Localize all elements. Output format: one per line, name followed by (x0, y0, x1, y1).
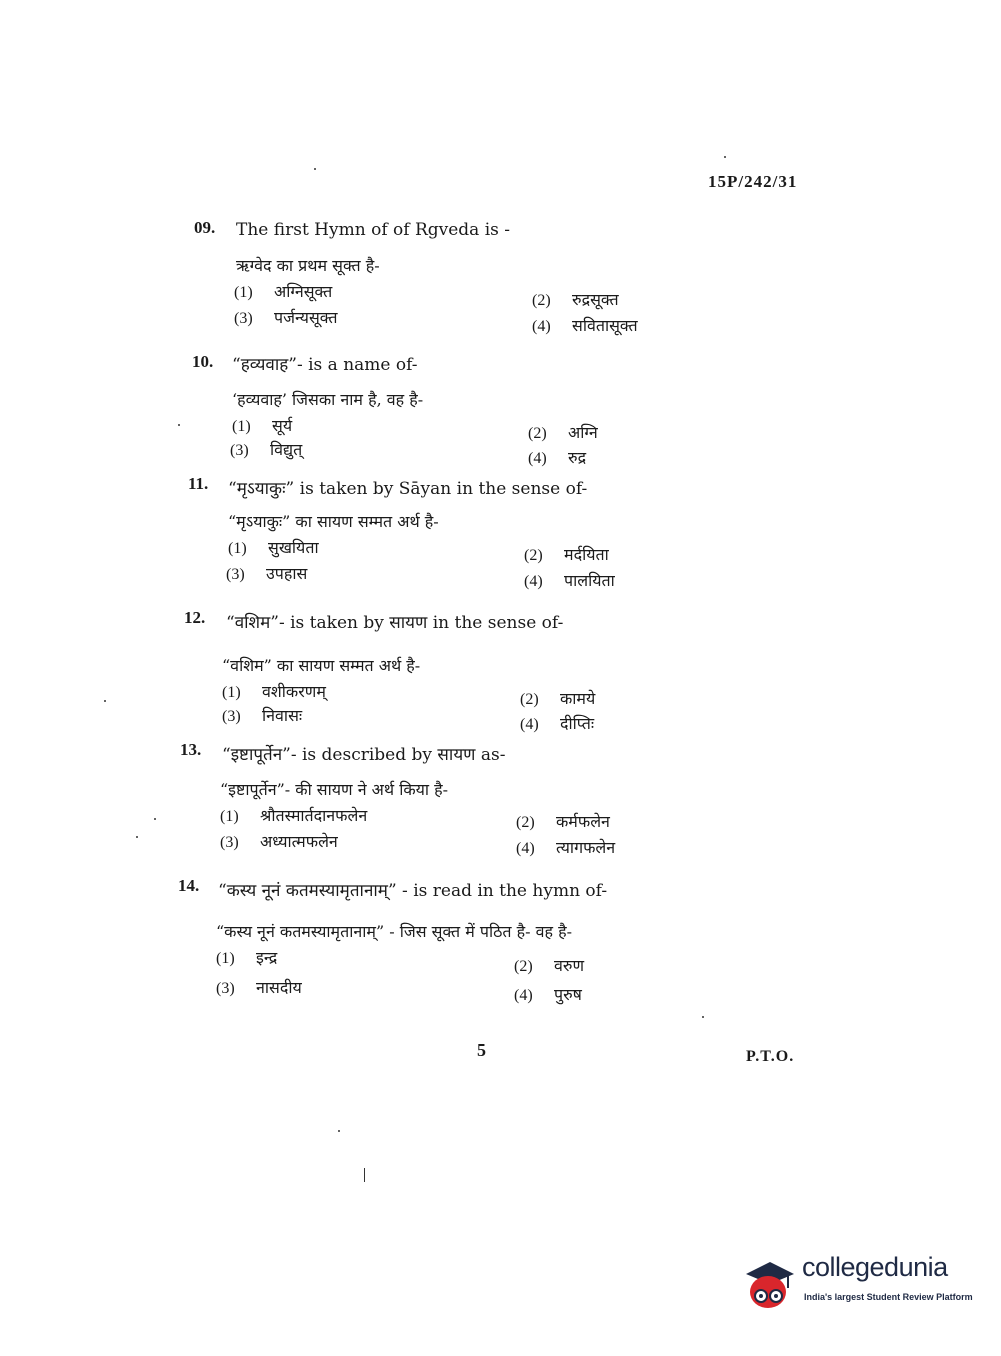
option-text: कामये (560, 689, 596, 708)
question-text-hindi: “कस्य नूनं कतमस्यामृतानाम्” - जिस सूक्त में पठित है- वह है- (216, 922, 572, 941)
option-number: (1) (216, 950, 235, 967)
option-4 (520, 712, 594, 734)
option-3 (234, 306, 337, 328)
question-number: 12. (184, 608, 206, 627)
question-number: 10. (192, 352, 214, 371)
question-number: 14. (178, 876, 200, 895)
option-number: (1) (228, 540, 247, 557)
option-number: (4) (528, 450, 547, 467)
scan-speck (314, 168, 316, 170)
option-2 (514, 954, 584, 976)
option-3 (220, 830, 338, 852)
option-number: (3) (226, 566, 245, 583)
option-text: त्यागफलेन (556, 838, 616, 857)
scan-speck (104, 700, 106, 702)
option-number: (4) (516, 840, 535, 857)
page-number: 5 (477, 1040, 486, 1060)
option-number: (2) (528, 425, 547, 442)
option-4 (532, 314, 638, 336)
option-text: अध्यात्मफलेन (260, 832, 338, 851)
scan-speck (178, 424, 180, 426)
question-text-hindi: “इष्टापूर्तेन”- की सायण ने अर्थ किया है- (220, 780, 449, 799)
option-4 (524, 569, 615, 591)
brand-tagline: India's largest Student Review Platform (804, 1292, 973, 1302)
option-number: (2) (516, 814, 535, 831)
scan-speck (338, 1130, 340, 1132)
option-text: नासदीय (256, 978, 302, 997)
option-3 (230, 438, 302, 460)
option-number: (3) (230, 442, 249, 459)
question-text-hindi: ‘हव्यवाह’ जिसका नाम है, वह है- (232, 390, 424, 409)
scan-speck (702, 1016, 704, 1018)
option-number: (4) (524, 573, 543, 590)
scan-speck (136, 836, 138, 838)
question-text-english: The first Hymn of of Rgveda is - (236, 220, 511, 240)
option-number: (4) (514, 987, 533, 1004)
option-4 (528, 446, 586, 468)
option-text: कर्मफलेन (556, 812, 610, 831)
option-1 (220, 804, 367, 826)
scan-speck (154, 818, 156, 820)
option-text: सूर्य (272, 416, 293, 435)
option-2 (520, 687, 595, 709)
question-text-hindi: “वशिम” का सायण सम्मत अर्थ है- (222, 656, 421, 675)
option-1 (222, 680, 326, 702)
option-text: सुखयिता (268, 538, 319, 557)
option-text: सवितासूक्त (572, 316, 638, 335)
option-2 (524, 543, 609, 565)
option-text: निवासः (262, 706, 303, 725)
option-number: (3) (216, 980, 235, 997)
question-text-hindi: ऋग्वेद का प्रथम सूक्त है- (236, 256, 380, 275)
question-text-english: “मृऽयाकुः” is taken by Sāyan in the sense of- (228, 479, 588, 499)
option-1 (232, 414, 292, 436)
option-text: पर्जन्यसूक्त (274, 308, 338, 327)
option-text: वरुण (554, 956, 585, 975)
option-text: विद्युत् (270, 440, 303, 459)
question-text-english: “कस्य नूनं कतमस्यामृतानाम्” - is read in the hymn of- (218, 881, 608, 901)
option-text: अग्नि (568, 423, 598, 442)
mascot-icon (740, 1254, 800, 1312)
question-text-english: “इष्टापूर्तेन”- is described by सायण as- (222, 745, 506, 765)
question-text-english: “हव्यवाह”- is a name of- (232, 355, 418, 375)
option-number: (2) (520, 691, 539, 708)
option-4 (514, 983, 582, 1005)
option-text: श्रौतस्मार्तदानफलेन (260, 806, 368, 825)
option-text: दीप्तिः (560, 714, 595, 733)
option-number: (4) (532, 318, 551, 335)
option-3 (222, 704, 302, 726)
option-4 (516, 836, 615, 858)
option-text: पुरुष (554, 985, 582, 1004)
option-number: (2) (532, 292, 551, 309)
question-number: 09. (194, 218, 216, 237)
scan-speck (724, 156, 726, 158)
paper-code: 15P/242/31 (708, 172, 798, 191)
option-3 (226, 562, 307, 584)
option-text: उपहास (266, 564, 308, 583)
pto-label: P.T.O. (746, 1048, 795, 1065)
option-1 (228, 536, 319, 558)
option-number: (2) (524, 547, 543, 564)
question-number: 11. (188, 474, 209, 493)
option-text: पालयिता (564, 571, 615, 590)
option-2 (532, 288, 619, 310)
option-3 (216, 976, 302, 998)
option-number: (3) (234, 310, 253, 327)
option-1 (234, 280, 332, 302)
option-text: अग्निसूक्त (274, 282, 333, 301)
option-number: (1) (234, 284, 253, 301)
option-number: (3) (222, 708, 241, 725)
option-text: मर्दयिता (564, 545, 609, 564)
question-text-hindi: “मृऽयाकुः” का सायण सम्मत अर्थ है- (228, 512, 439, 531)
option-text: वशीकरणम् (262, 682, 326, 701)
option-number: (1) (220, 808, 239, 825)
option-1 (216, 946, 277, 968)
option-text: रुद्र (568, 448, 587, 467)
option-2 (528, 421, 598, 443)
option-text: रुद्रसूक्त (572, 290, 619, 309)
option-number: (4) (520, 716, 539, 733)
option-2 (516, 810, 610, 832)
option-number: (3) (220, 834, 239, 851)
option-number: (1) (232, 418, 251, 435)
question-text-english: “वशिम”- is taken by सायण in the sense of- (226, 613, 564, 633)
option-number: (2) (514, 958, 533, 975)
brand-name: collegedunia (802, 1252, 948, 1282)
question-number: 13. (180, 740, 202, 759)
option-number: (1) (222, 684, 241, 701)
scan-mark (364, 1168, 365, 1182)
option-text: इन्द्र (256, 948, 278, 967)
collegedunia-watermark (740, 1248, 980, 1318)
